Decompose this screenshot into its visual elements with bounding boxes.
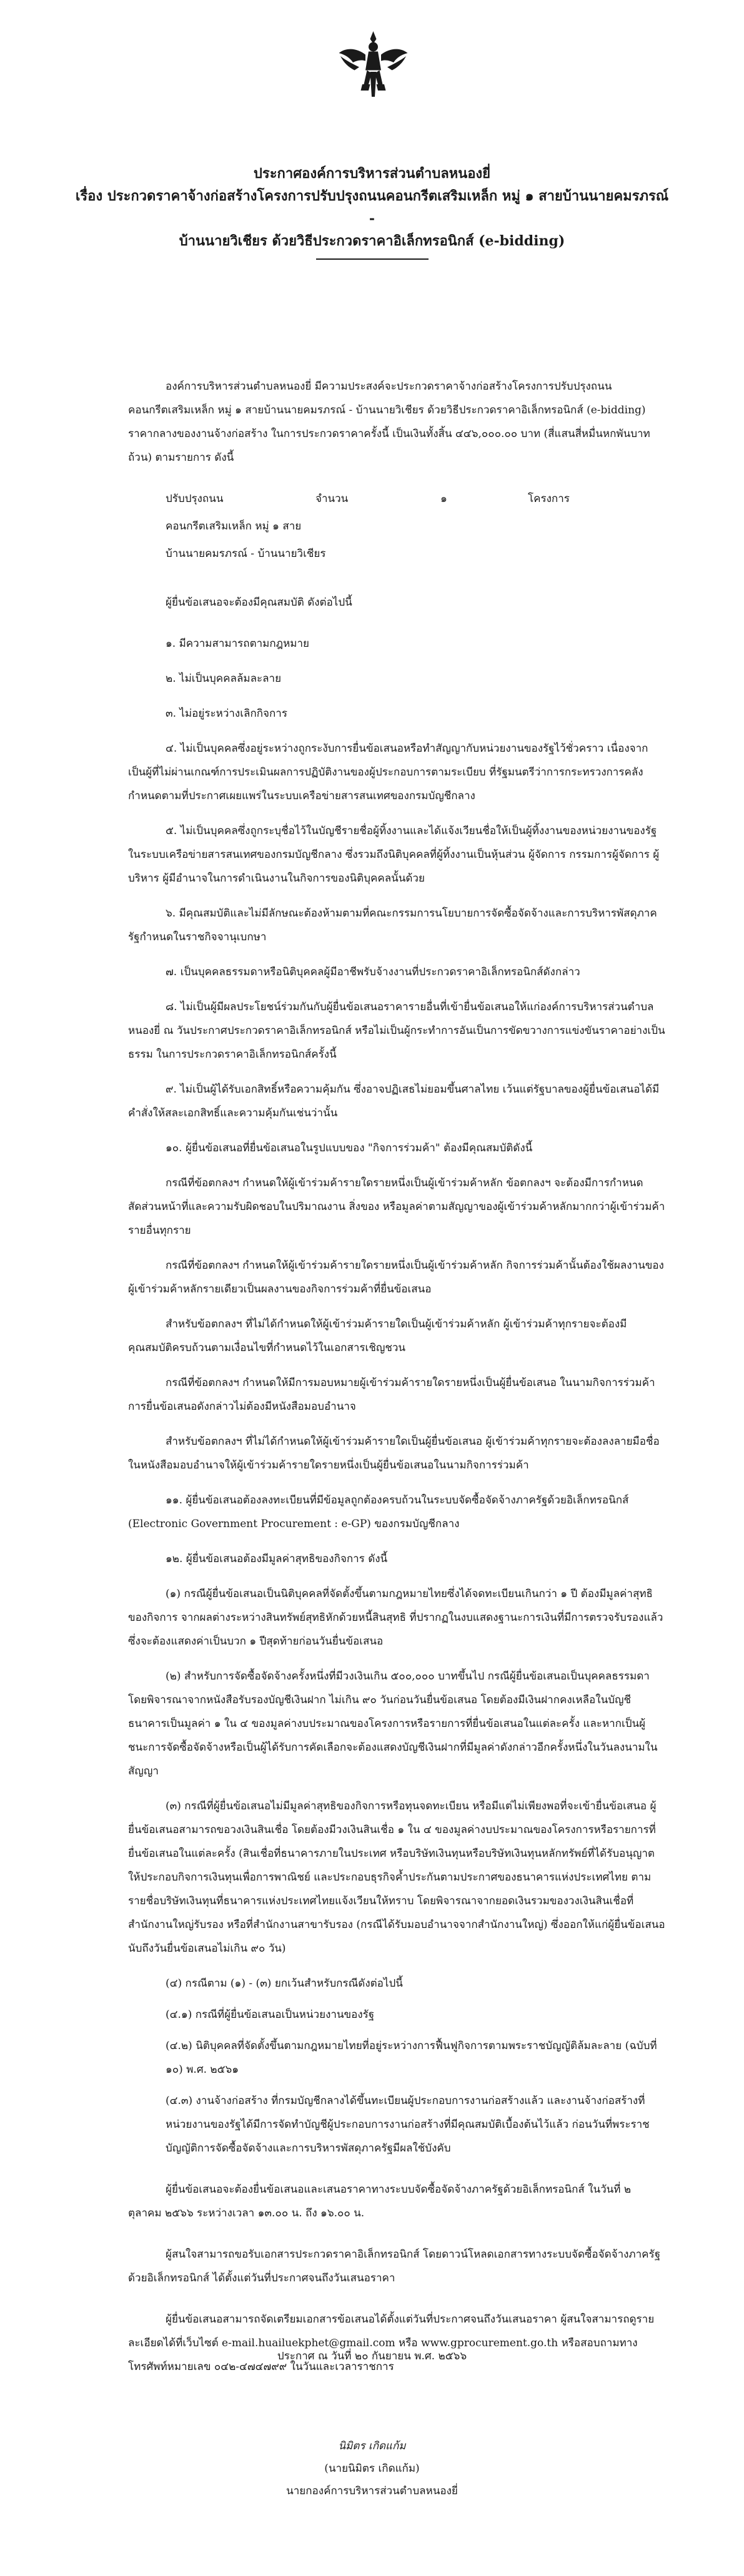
item-name-cont2: บ้านนายคมรภรณ์ - บ้านนายวิเชียร xyxy=(166,548,326,560)
announcement-date: ประกาศ ณ วันที่ ๒๐ กันยายน พ.ศ. ๒๕๖๖ xyxy=(277,2350,467,2362)
document-request-paragraph: ผู้สนใจสามารถขอรับเอกสารประกวดราคาอิเล็กทรอนิกส์ โดยดาวน์โหลดเอกสารทางระบบจัดซื้อจัดจ้างภาครัฐด้วยอิเล็กทรอนิกส์ ได้ตั้งแต่วันที่ประกาศจนถึงวันเสนอราคา xyxy=(128,2248,661,2284)
item-name-cont: คอนกรีตเสริมเหล็ก หมู่ ๑ สาย xyxy=(166,520,302,533)
item-qty: ๑ xyxy=(440,493,447,505)
qualification-item: ๓. ไม่อยู่ระหว่างเลิกกิจการ xyxy=(166,707,287,720)
item-unit: โครงการ xyxy=(528,493,570,505)
joint-venture-clause: สำหรับข้อตกลงฯ ที่ไม่ได้กำหนดให้ผู้เข้าร่วมค้ารายใดเป็นผู้เข้าร่วมค้าหลัก ผู้เข้าร่วมค้าทุกรายจะต้องมีคุณสมบัติครบถ้วนตามเงื่อนไขที่กำหนดไว้ในเอกสารเชิญชวน xyxy=(128,1318,627,1354)
intro-paragraph: องค์การบริหารส่วนตำบลหนองยี่ มีความประสงค์จะประกวดราคาจ้างก่อสร้างโครงการปรับปรุงถนนคอนกรีตเสริมเหล็ก หมู่ ๑ สายบ้านนายคมรภรณ์ - บ้านนายวิเชียร ด้วยวิธีประกวดราคาอิเล็กทรอนิกส์ (e-bidding) ราคากลางของงานจ้างก่อสร้าง ในการประกวดราคาครั้งนี้ เป็นเงินทั้งสิ้น ๔๔๖,๐๐๐.๐๐ บาท (สี่แสนสี่หมื่นหกพันบาทถ้วน) ตามรายการ ดังนี้ xyxy=(128,380,650,464)
qualification-item: ๑. มีความสามารถตามกฎหมาย xyxy=(166,637,309,650)
subject-line-1: เรื่อง ประกวดราคาจ้างก่อสร้างโครงการปรับปรุงถนนคอนกรีตเสริมเหล็ก หมู่ ๑ สายบ้านนายคมรภรณ์ - xyxy=(75,188,669,227)
net-worth-clause: (๔.๓) งานจ้างก่อสร้าง ที่กรมบัญชีกลางได้ขึ้นทะเบียนผู้ประกอบการงานก่อสร้างแล้ว และงานจ้างก่อสร้างที่หน่วยงานของรัฐได้มีการจัดทำบัญชีผู้ประกอบการงานก่อสร้างที่มีคุณสมบัติเบื้องต้นไว้แล้ว ก่อนวันที่พระราชบัญญัติการจัดซื้อจัดจ้างและการบริหารพัสดุภาครัฐมีผลใช้บังคับ xyxy=(166,2095,650,2155)
signatory-name: (นายนิมิตร เกิดแก้ม) xyxy=(324,2462,420,2475)
item-qty-label: จำนวน xyxy=(315,493,349,505)
net-worth-clause: (๓) กรณีที่ผู้ยื่นข้อเสนอไม่มีมูลค่าสุทธิของกิจการหรือทุนจดทะเบียน หรือมีแต่ไม่เพียงพอที่จะเข้ายื่นข้อเสนอ ผู้ยื่นข้อเสนอสามารถขอวงเงินสินเชื่อ โดยต้องมีวงเงินสินเชื่อ ๑ ใน ๔ ของมูลค่างบประมาณของโครงการหรือรายการที่ยื่นข้อเสนอในแต่ละครั้ง (สินเชื่อที่ธนาคารภายในประเทศ หรือบริษัทเงินทุนหรือบริษัทเงินทุนหลักทรัพย์ที่ได้รับอนุญาตให้ประกอบกิจการเงินทุนเพื่อการพาณิชย์ และประกอบธุรกิจค้ำประกันตามประกาศของธนาคารแห่งประเทศไทย ตามรายชื่อบริษัทเงินทุนที่ธนาคารแห่งประเทศไทยแจ้งเวียนให้ทราบ โดยพิจารณาจากยอดเงินรวมของวงเงินสินเชื่อที่สำนักงานใหญ่รับรอง หรือที่สำนักงานสาขารับรอง (กรณีได้รับมอบอำนาจจากสำนักงานใหญ่) ซึ่งออกให้แก่ผู้ยื่นข้อเสนอ นับถึงวันยื่นข้อเสนอไม่เกิน ๙๐ วัน) xyxy=(128,1800,665,1955)
item-row xyxy=(128,487,665,511)
qualification-item: ๙. ไม่เป็นผู้ได้รับเอกสิทธิ์หรือความคุ้มกัน ซึ่งอาจปฏิเสธไม่ยอมขึ้นศาลไทย เว้นแต่รัฐบาลของผู้ยื่นข้อเสนอได้มีคำสั่งให้สละเอกสิทธิ์และความคุ้มกันเช่นว่านั้น xyxy=(128,1083,660,1119)
joint-venture-clause: กรณีที่ข้อตกลงฯ กำหนดให้มีการมอบหมายผู้เข้าร่วมค้ารายใดรายหนึ่งเป็นผู้ยื่นข้อเสนอ ในนามกิจการร่วมค้า การยื่นข้อเสนอดังกล่าวไม่ต้องมีหนังสือมอบอำนาจ xyxy=(128,1377,655,1413)
garuda-emblem-icon xyxy=(334,25,412,103)
qualification-item: ๒. ไม่เป็นบุคคลล้มละลาย xyxy=(166,672,282,685)
agency-title: ประกาศองค์การบริหารส่วนตำบลหนองยี่ xyxy=(253,165,491,182)
net-worth-clause: (๔.๒) นิติบุคคลที่จัดตั้งขึ้นตามกฎหมายไทยที่อยู่ระหว่างการฟื้นฟูกิจการตามพระราชบัญญัติล้มละลาย (ฉบับที่ ๑๐) พ.ศ. ๒๕๖๑ xyxy=(166,2040,657,2076)
item-row-cont xyxy=(128,514,665,538)
signature-block xyxy=(75,2435,669,2502)
signatory-position: นายกองค์การบริหารส่วนตำบลหนองยี่ xyxy=(286,2485,458,2497)
joint-venture-clause: สำหรับข้อตกลงฯ ที่ไม่ได้กำหนดให้ผู้เข้าร่วมค้ารายใดเป็นผู้ยื่นข้อเสนอ ผู้เข้าร่วมค้าทุกรายจะต้องลงลายมือชื่อในหนังสือมอบอำนาจให้ผู้เข้าร่วมค้ารายใดรายหนึ่งเป็นผู้ยื่นข้อเสนอในนามกิจการร่วมค้า xyxy=(128,1435,660,1472)
joint-venture-clause: กรณีที่ข้อตกลงฯ กำหนดให้ผู้เข้าร่วมค้ารายใดรายหนึ่งเป็นผู้เข้าร่วมค้าหลัก ข้อตกลงฯ จะต้องมีการกำหนดสัดส่วนหน้าที่และความรับผิดชอบในปริมาณงาน สิ่งของ หรือมูลค่าตามสัญญาของผู้เข้าร่วมค้าหลักมากกว่าผู้เข้าร่วมค้ารายอื่นทุกราย xyxy=(128,1177,665,1237)
qualification-item: ๑๐. ผู้ยื่นข้อเสนอที่ยื่นข้อเสนอในรูปแบบของ "กิจการร่วมค้า" ต้องมีคุณสมบัติดังนี้ xyxy=(166,1142,533,1154)
signature: นิมิตร เกิดแก้ม xyxy=(338,2440,406,2452)
item-name: ปรับปรุงถนน xyxy=(166,493,224,505)
qualification-item: ๔. ไม่เป็นบุคคลซึ่งอยู่ระหว่างถูกระงับการยื่นข้อเสนอหรือทำสัญญากับหน่วยงานของรัฐไว้ชั่วคราว เนื่องจากเป็นผู้ที่ไม่ผ่านเกณฑ์การประเมินผลการปฏิบัติงานของผู้ประกอบการตามระเบียบ ที่รัฐมนตรีว่าการกระทรวงการคลังกำหนดตามที่ประกาศเผยแพร่ในระบบเครือข่ายสารสนเทศของกรมบัญชีกลาง xyxy=(128,742,648,802)
qualification-item: ๖. มีคุณสมบัติและไม่มีลักษณะต้องห้ามตามที่คณะกรรมการนโยบายการจัดซื้อจัดจ้างและการบริหารพัสดุภาครัฐกำหนดในราชกิจจานุเบกษา xyxy=(128,907,657,943)
qualification-item: ๕. ไม่เป็นบุคคลซึ่งถูกระบุชื่อไว้ในบัญชีรายชื่อผู้ทิ้งงานและได้แจ้งเวียนชื่อให้เป็นผู้ทิ้งงานของหน่วยงานของรัฐในระบบเครือข่ายสารสนเทศของกรมบัญชีกลาง ซึ่งรวมถึงนิติบุคคลที่ผู้ทิ้งงานเป็นหุ้นส่วน ผู้จัดการ กรรมการผู้จัดการ ผู้บริหาร ผู้มีอำนาจในการดำเนินงานในกิจการของนิติบุคคลนั้นด้วย xyxy=(128,825,660,885)
qualification-item: ๑๑. ผู้ยื่นข้อเสนอต้องลงทะเบียนที่มีข้อมูลถูกต้องครบถ้วนในระบบจัดซื้อจัดจ้างภาครัฐด้วยอิเล็กทรอนิกส์ (Electronic Government Procurement : e-GP) ของกรมบัญชีกลาง xyxy=(128,1494,629,1530)
net-worth-clause: (๔.๑) กรณีที่ผู้ยื่นข้อเสนอเป็นหน่วยงานของรัฐ xyxy=(166,2008,375,2021)
item-row-cont2 xyxy=(128,542,665,566)
joint-venture-clause: กรณีที่ข้อตกลงฯ กำหนดให้ผู้เข้าร่วมค้ารายใดรายหนึ่งเป็นผู้เข้าร่วมค้าหลัก กิจการร่วมค้านั้นต้องใช้ผลงานของผู้เข้าร่วมค้าหลักรายเดียวเป็นผลงานของกิจการร่วมค้าที่ยื่นข้อเสนอ xyxy=(128,1259,664,1295)
qualification-item: ๑๒. ผู้ยื่นข้อเสนอต้องมีมูลค่าสุทธิของกิจการ ดังนี้ xyxy=(166,1553,388,1565)
announcement-body xyxy=(128,375,665,2396)
net-worth-clause: (๑) กรณีผู้ยื่นข้อเสนอเป็นนิติบุคคลที่จัดตั้งขึ้นตามกฎหมายไทยซึ่งได้จดทะเบียนเกินกว่า ๑ ปี ต้องมีมูลค่าสุทธิของกิจการ จากผลต่างระหว่างสินทรัพย์สุทธิหักด้วยหนี้สินสุทธิ ที่ปรากฏในงบแสดงฐานะการเงินที่มีการตรวจรับรองแล้ว ซึ่งจะต้องแสดงค่าเป็นบวก ๑ ปีสุดท้ายก่อนวันยื่นข้อเสนอ xyxy=(128,1588,663,1648)
contact-paragraph: ผู้ยื่นข้อเสนอสามารถจัดเตรียมเอกสารข้อเสนอได้ตั้งแต่วันที่ประกาศจนถึงวันเสนอราคา ผู้สนใจสามารถดูรายละเอียดได้ที่เว็บไซต์ e-mail.huailuekphet@gmail.com หรือ www.gprocurement.go.th หรือสอบถามทางโทรศัพท์หมายเลข ๐๔๒-๔๗๔๗๙๙ ในวันและเวลาราชการ xyxy=(128,2313,655,2373)
title-divider xyxy=(316,258,429,260)
submission-paragraph: ผู้ยื่นข้อเสนอจะต้องยื่นข้อเสนอและเสนอราคาทางระบบจัดซื้อจัดจ้างภาครัฐด้วยอิเล็กทรอนิกส์ ในวันที่ ๒ ตุลาคม ๒๕๖๖ ระหว่างเวลา ๑๓.๐๐ น. ถึง ๑๖.๐๐ น. xyxy=(128,2183,632,2220)
qualifications-heading: ผู้ยื่นข้อเสนอจะต้องมีคุณสมบัติ ดังต่อไปนี้ xyxy=(166,596,352,609)
qualification-item: ๘. ไม่เป็นผู้มีผลประโยชน์ร่วมกันกับผู้ยื่นข้อเสนอราคารายอื่นที่เข้ายื่นข้อเสนอให้แก่องค์การบริหารส่วนตำบลหนองยี่ ณ วันประกาศประกวดราคาอิเล็กทรอนิกส์ หรือไม่เป็นผู้กระทำการอันเป็นการขัดขวางการแข่งขันราคาอย่างเป็นธรรม ในการประกวดราคาอิเล็กทรอนิกส์ครั้งนี้ xyxy=(128,1001,665,1061)
net-worth-clause: (๒) สำหรับการจัดซื้อจัดจ้างครั้งหนึ่งที่มีวงเงินเกิน ๕๐๐,๐๐๐ บาทขึ้นไป กรณีผู้ยื่นข้อเสนอเป็นบุคคลธรรมดา โดยพิจารณาจากหนังสือรับรองบัญชีเงินฝาก ไม่เกิน ๙๐ วันก่อนวันยื่นข้อเสนอ โดยต้องมีเงินฝากคงเหลือในบัญชีธนาคารเป็นมูลค่า ๑ ใน ๔ ของมูลค่างบประมาณของโครงการหรือรายการที่ยื่นข้อเสนอในแต่ละครั้ง และหากเป็นผู้ชนะการจัดซื้อจัดจ้างหรือเป็นผู้ได้รับการคัดเลือกจะต้องแสดงบัญชีเงินฝากที่มีมูลค่าดังกล่าวอีกครั้งหนึ่งในวันลงนามในสัญญา xyxy=(128,1670,658,1777)
subject-line-2: บ้านนายวิเชียร ด้วยวิธีประกวดราคาอิเล็กทรอนิกส์ (e-bidding) xyxy=(179,233,565,249)
net-worth-clause: (๔) กรณีตาม (๑) - (๓) ยกเว้นสำหรับกรณีดังต่อไปนี้ xyxy=(166,1977,403,1990)
qualification-item: ๗. เป็นบุคคลธรรมดาหรือนิติบุคคลผู้มีอาชีพรับจ้างงานที่ประกวดราคาอิเล็กทรอนิกส์ดังกล่าว xyxy=(166,966,580,978)
announcement-header xyxy=(75,162,669,260)
